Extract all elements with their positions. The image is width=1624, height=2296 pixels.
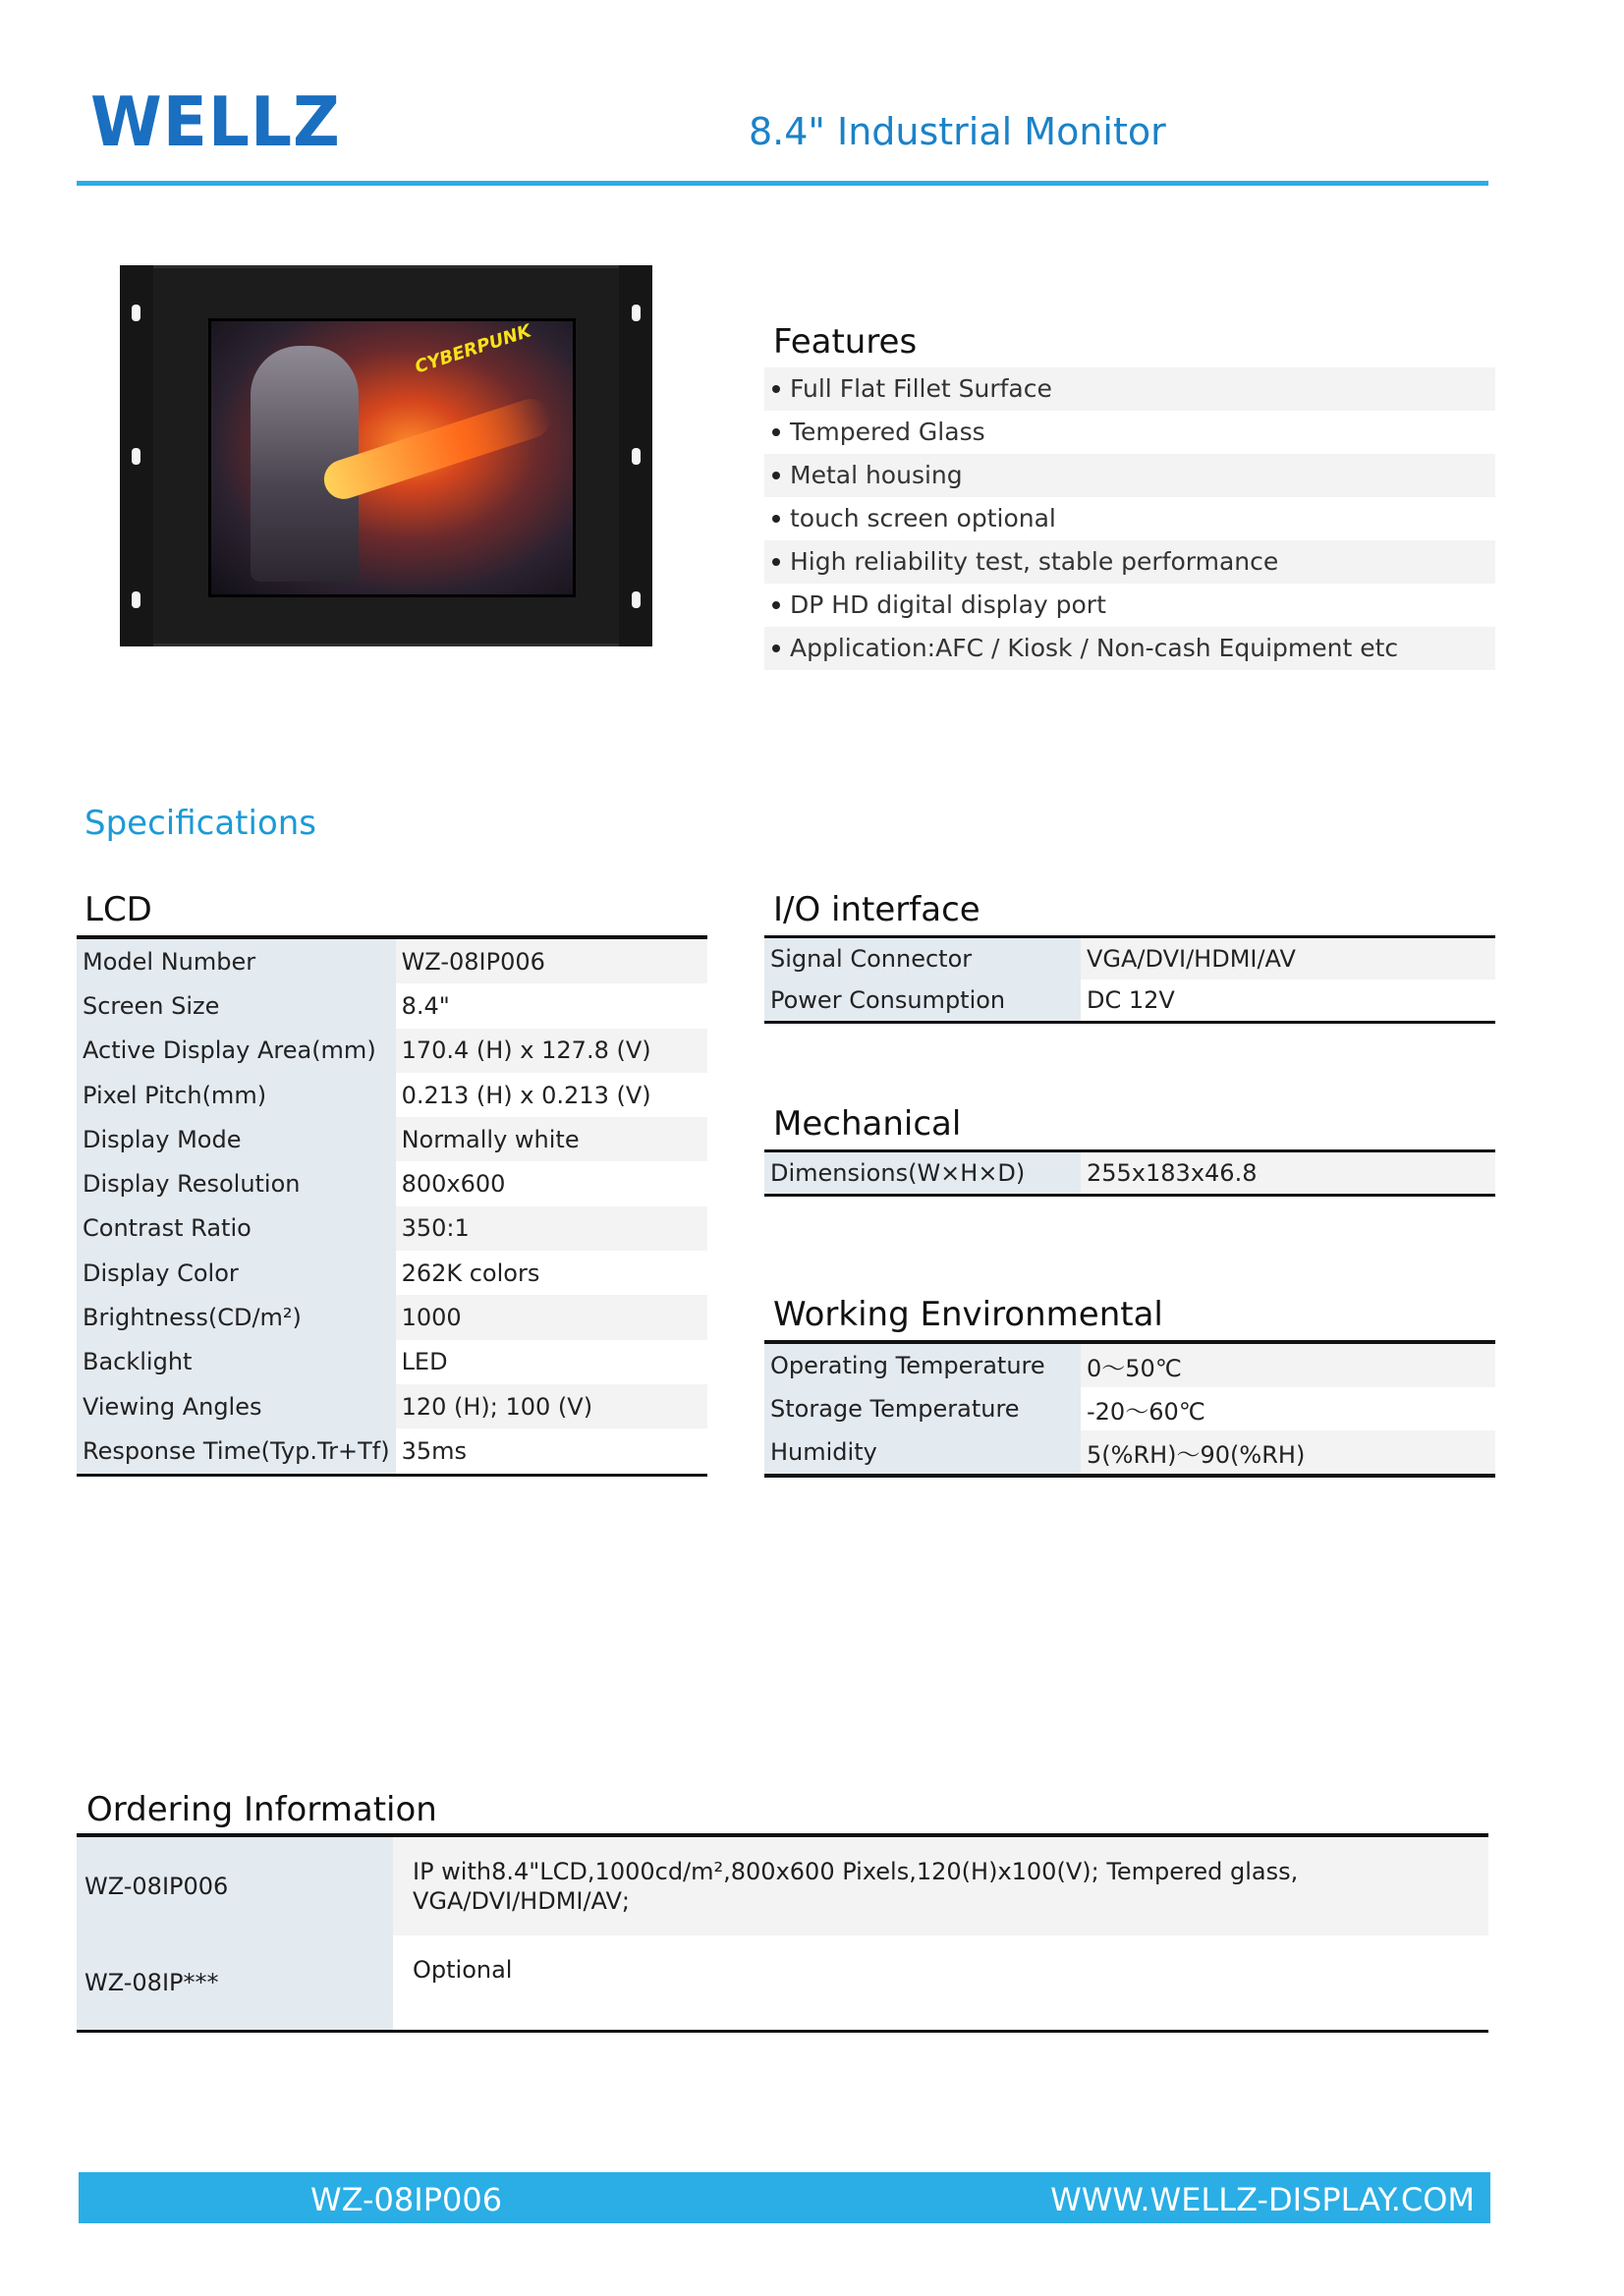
bullet-icon [772,644,780,652]
spec-label: Power Consumption [764,980,1081,1021]
spec-label: Pixel Pitch(mm) [77,1073,396,1117]
spec-value: Normally white [396,1117,707,1161]
mounting-hole [632,305,641,321]
spec-label: Viewing Angles [77,1384,396,1428]
features-list [764,367,1495,670]
footer-bar [79,2172,1490,2223]
spec-row [77,1340,707,1384]
environment-table [764,1340,1495,1478]
spec-value: VGA/DVI/HDMI/AV [1081,938,1495,980]
mechanical-section-title: Mechanical [773,1104,962,1144]
spec-row [77,1206,707,1251]
environment-section-title: Working Environmental [773,1295,1163,1334]
specifications-heading: Specifications [84,804,317,843]
bullet-icon [772,601,780,609]
lcd-table [77,935,707,1477]
mounting-hole [132,591,140,608]
feature-text: Metal housing [790,461,963,489]
feature-text: Application:AFC / Kiosk / Non-cash Equipment etc [790,634,1399,662]
ordering-model: WZ-08IP006 [77,1837,393,1935]
spec-row [77,983,707,1028]
ordering-model: WZ-08IP*** [77,1935,393,2030]
spec-value: 170.4 (H) x 127.8 (V) [396,1029,707,1073]
feature-item [764,497,1495,540]
spec-row [764,980,1495,1021]
spec-value: 0.213 (H) x 0.213 (V) [401,1081,651,1109]
spec-value: 5(%RH)～90(%RH) [1081,1430,1495,1474]
mounting-hole [632,448,641,465]
spec-row [77,1161,707,1205]
product-image-monitor [120,265,652,646]
feature-text: touch screen optional [790,504,1056,532]
spec-row [77,1073,707,1117]
spec-row [764,1387,1495,1430]
spec-row [77,1251,707,1295]
ordering-description-line: Optional [413,1956,513,1984]
feature-item [764,627,1495,670]
table-bottom-rule [77,1474,707,1477]
spec-label: Response Time(Typ.Tr+Tf) [77,1428,396,1473]
spec-row [77,1384,707,1428]
spec-row [77,1029,707,1073]
io-table [764,935,1495,1024]
spec-label: Display Mode [77,1117,396,1161]
feature-item [764,411,1495,454]
table-bottom-rule [764,1194,1495,1197]
spec-label: Dimensions(W×H×D) [764,1152,1081,1194]
spec-row [77,939,707,983]
ordering-row [77,1837,1488,1935]
bullet-icon [772,515,780,523]
header-divider [77,181,1488,186]
spec-label: Humidity [764,1430,1081,1474]
screen-game-logo: CYBERPUNK [412,320,534,378]
mounting-hole [132,448,140,465]
feature-text: Full Flat Fillet Surface [790,374,1052,403]
io-section-title: I/O interface [773,890,980,929]
spec-value: 800x600 [401,1170,506,1199]
bullet-icon [772,472,780,479]
spec-label: Storage Temperature [764,1387,1081,1430]
spec-value: 120 (H); 100 (V) [396,1384,707,1428]
spec-label: Signal Connector [764,938,1081,980]
feature-text: High reliability test, stable performance [790,547,1279,576]
spec-row [764,1152,1495,1194]
spec-value: 255x183x46.8 [1081,1152,1495,1194]
spec-value: 35ms [401,1436,467,1465]
spec-row [764,938,1495,980]
spec-value: 262K colors [401,1259,540,1287]
mechanical-table [764,1149,1495,1197]
spec-label: Model Number [77,939,396,983]
bullet-icon [772,428,780,436]
brand-logo: WELLZ [90,83,341,162]
document-title: 8.4" Industrial Monitor [749,110,1166,153]
spec-label: Display Color [77,1251,396,1295]
mounting-hole [132,305,140,321]
mounting-hole [632,591,641,608]
ordering-description [393,1935,1488,2030]
spec-value: 1000 [396,1295,707,1339]
footer-model: WZ-08IP006 [310,2181,503,2218]
spec-label: Screen Size [77,983,396,1028]
spec-value: 8.4" [401,991,450,1020]
spec-row [77,1117,707,1161]
table-bottom-rule [764,1021,1495,1024]
spec-row [77,1295,707,1339]
table-bottom-rule [764,1474,1495,1478]
feature-text: DP HD digital display port [790,590,1106,619]
ordering-section-title: Ordering Information [86,1790,437,1829]
ordering-description [393,1837,1488,1935]
spec-row [764,1344,1495,1387]
ordering-table [77,1833,1488,2033]
feature-item [764,540,1495,584]
monitor-screen [208,318,576,597]
feature-text: Tempered Glass [790,418,985,446]
spec-label: Contrast Ratio [77,1206,396,1251]
spec-row [77,1428,707,1473]
spec-label: Active Display Area(mm) [77,1029,396,1073]
spec-label: Operating Temperature [764,1344,1081,1387]
spec-label: Display Resolution [77,1161,396,1205]
spec-label: Backlight [77,1340,396,1384]
spec-row [764,1430,1495,1474]
feature-item [764,367,1495,411]
features-title: Features [773,322,918,362]
spec-value: DC 12V [1087,986,1175,1014]
feature-item [764,454,1495,497]
ordering-description-line: VGA/DVI/HDMI/AV; [413,1887,630,1915]
spec-value: 350:1 [396,1206,707,1251]
table-bottom-rule [77,2030,1488,2033]
spec-value: -20～60℃ [1087,1397,1205,1426]
ordering-description-line: IP with8.4"LCD,1000cd/m²,800x600 Pixels,120(H)x100(V); Tempered glass, [413,1858,1299,1885]
bullet-icon [772,385,780,393]
spec-label: Brightness(CD/m²) [77,1295,396,1339]
bullet-icon [772,558,780,566]
footer-website-link[interactable]: WWW.WELLZ-DISPLAY.COM [1050,2181,1475,2218]
lcd-section-title: LCD [84,890,152,929]
spec-value: LED [401,1348,448,1376]
ordering-row [77,1935,1488,2030]
spec-value: WZ-08IP006 [396,939,707,983]
feature-item [764,584,1495,627]
spec-value: 0～50℃ [1081,1344,1495,1387]
